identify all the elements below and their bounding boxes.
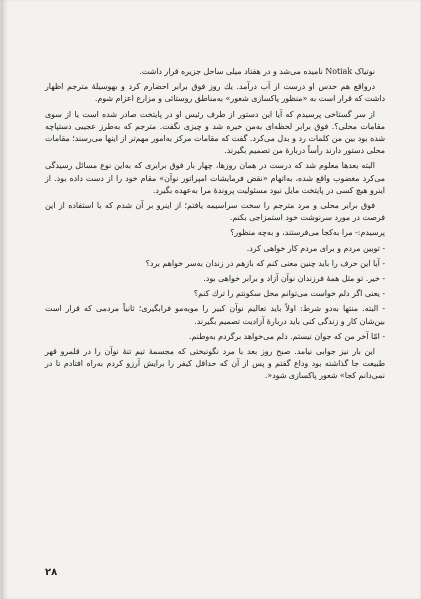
page-number: ۲۸ xyxy=(45,567,58,578)
paragraph: نوتیاک Notiak نامیده می‌شد و در هفتاد میلی ساحل جزیره قرار داشت. xyxy=(139,67,375,76)
paragraph: درواقع هم حدس او درست از آب درآمد. یك روز فوق برابر احضارم کرد و بهوسیلهٔ مترجم اظهار داشت که قرار است به «منظور پاکسازی شعور» به‌مناطق روستائی و مزارع اعزام شوم. xyxy=(45,82,385,104)
paragraph: از سر گستاخی پرسیدم که آیا این دستور از طرف رئیس او در پایتخت صادر شده است یا از سوی مقامات محلی؟. فوق برابر لحظه‌ای به‌من خیره شد و چیزی نگفت. مترجم که به‌طرز عجیبی دستپاچه شده بود بین من کلمات رد و بدل می‌کرد. گفت که مقامات مرکز به‌امور مهم‌تر از اینها می‌رسند؛ مقامات محلی دستور دارند رأساً دربارهٔ من تصمیم بگیرند. xyxy=(45,109,385,156)
dialogue-line: - یعنی اگر دلم خواست می‌توانم محل سکونتم را ترك کنم؟ xyxy=(193,289,385,299)
dialogue-line: - خیر. تو مثل همهٔ فرزندان نوآن آزاد و برابر خواهی بود. xyxy=(203,274,385,284)
paragraph: فوق برابر محلی و مرد مترجم را سخت سراسیمه یافتم؛ از اینرو بر آن شدم که با استفاده از این فرصت در مورد سرنوشت خود استمزاجی بکنم. xyxy=(45,201,385,223)
dialogue-line: - امّا آخر من که جوان نیستم. دلم می‌خواهد برگردم به‌وطنم. xyxy=(188,331,385,341)
dialogue-line: - توبین مردم و برای مردم کار خواهی کرد. xyxy=(246,243,385,253)
dialogue-line: - آیا این حرف را باید چنین معنی کنم که بازهم در زندان به‌سر خواهم برد؟ xyxy=(145,258,385,268)
dialogue-line: - البته. منتها به‌دو شرط: اولاً باید تعالیم نوآن کبیر را مو‌به‌مو فرابگیری؛ ثانیاً مردمی که قرار است بین‌شان کار و زندگی کنی باید دربارهٔ آزادیت تصمیم بگیرند. xyxy=(45,304,385,326)
paragraph: این بار نیز جوابی نیامد. صبح روز بعد با مرد نگونبختی که مجسمهٔ تیم تنهٔ نوآن را در قلمرو قهر طبیعت جا گذاشته بود وداع گفتم و پس از آن که حداقل کیفر را برایش آرزو کردم به‌راه افتادم تا در نمی‌دانم کجا» شعور پاکسازی شود«. xyxy=(45,347,385,381)
body-text xyxy=(45,66,385,386)
dialogue-line: پرسیدم:- مرا به‌کجا می‌فرستند، و به‌چه منظور؟ xyxy=(230,228,385,238)
paragraph: البته بعدها معلوم شد که درست در همان روزها، چهار بار فوق برابری که به‌این نوع مسائل رسیدگی می‌کرد مغضوب واقع شده، به‌اتهام «نقض فرمایشات امپراتور نوآن» مقام خود را از دست داده بود. از اینرو هیچ کسی در پایتخت مایل نبود مسئولیت پروندهٔ مرا به‌عهده بگیرد. xyxy=(45,161,385,195)
